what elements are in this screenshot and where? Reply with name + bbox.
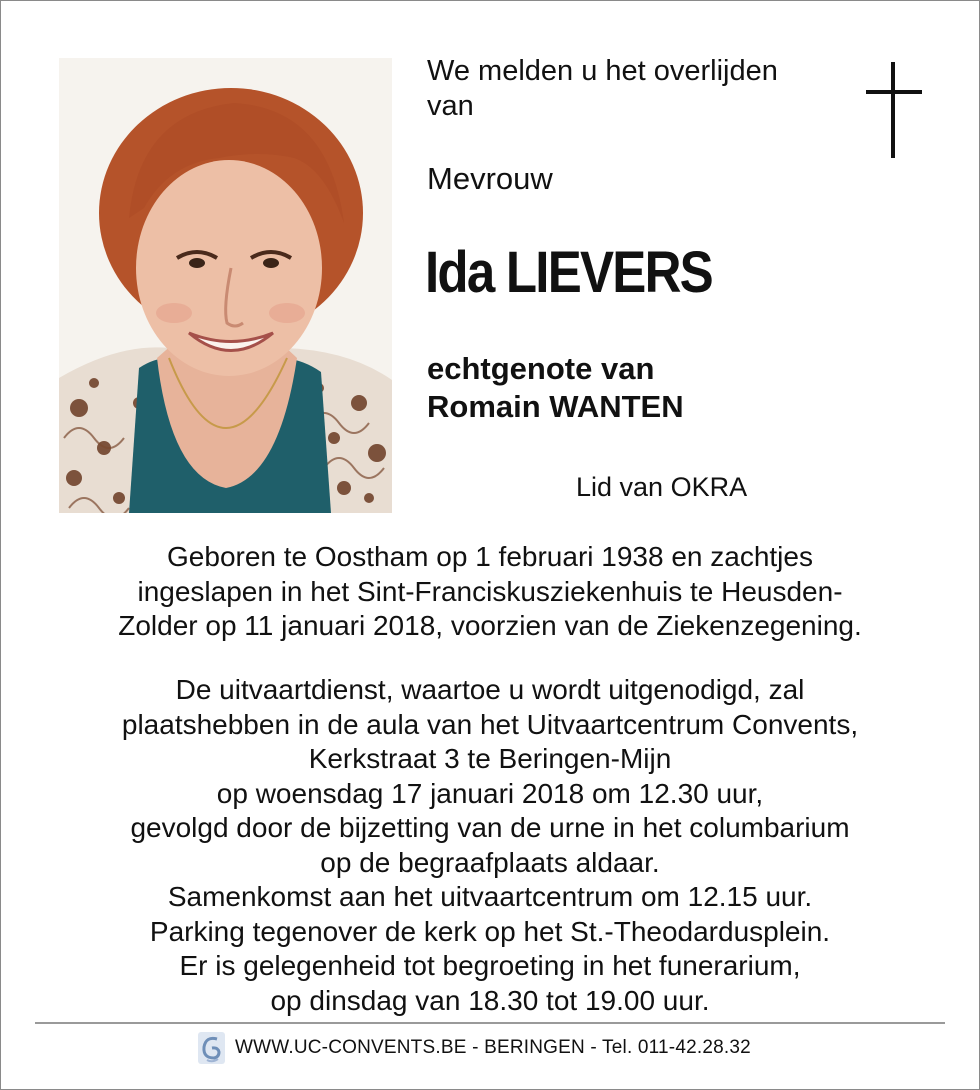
paragraph-line: op woensdag 17 januari 2018 om 12.30 uur, bbox=[216, 777, 764, 809]
announcement-intro bbox=[427, 54, 827, 124]
footer-divider bbox=[35, 1022, 945, 1024]
paragraph-line: Geboren te Oostham op 1 februari 1938 en zachtjes bbox=[167, 541, 813, 572]
portrait-photo bbox=[59, 58, 392, 513]
footer-contact: WWW.UC-CONVENTS.BE - BERINGEN - Tel. 011-42.28.32 bbox=[235, 1037, 751, 1058]
deceased-name: Ida LIEVERS bbox=[425, 240, 712, 305]
paragraph-line: op dinsdag van 18.30 tot 19.00 uur. bbox=[270, 984, 710, 1016]
paragraph-line: plaatshebben in de aula van het Uitvaartcentrum Convents, bbox=[121, 708, 859, 740]
paragraph-line: Kerkstraat 3 te Beringen-Mijn bbox=[308, 743, 672, 774]
service-paragraph bbox=[40, 673, 940, 1018]
intro-line-1: We melden u het overlijden bbox=[427, 55, 778, 87]
cross-icon bbox=[866, 62, 922, 158]
paragraph-line: Er is gelegenheid tot begroeting in het funerarium, bbox=[179, 950, 801, 981]
paragraph-line: ingeslapen in het Sint-Franciskusziekenhuis te Heusden- bbox=[137, 575, 843, 607]
spouse-name: Romain WANTEN bbox=[427, 389, 684, 424]
paragraph-line: De uitvaartdienst, waartoe u wordt uitgenodigd, zal bbox=[175, 674, 805, 705]
paragraph-line: Zolder op 11 januari 2018, voorzien van de Ziekenzegening. bbox=[118, 610, 862, 641]
paragraph-line: gevolgd door de bijzetting van de urne in het columbarium bbox=[130, 812, 850, 843]
membership-line: Lid van OKRA bbox=[576, 472, 748, 502]
birth-death-paragraph bbox=[40, 540, 940, 644]
honorific: Mevrouw bbox=[427, 161, 553, 196]
paragraph-line: Parking tegenover de kerk op het St.-Theodardusplein. bbox=[149, 915, 831, 947]
footer bbox=[198, 1030, 751, 1066]
uc-convents-logo-icon bbox=[198, 1032, 225, 1064]
spouse-block bbox=[427, 350, 684, 426]
portrait-illustration bbox=[59, 58, 392, 513]
intro-line-2: van bbox=[427, 90, 474, 122]
spouse-relation: echtgenote van bbox=[427, 351, 655, 386]
paragraph-line: Samenkomst aan het uitvaartcentrum om 12.15 uur. bbox=[167, 881, 813, 912]
paragraph-line: op de begraafplaats aldaar. bbox=[320, 846, 660, 878]
